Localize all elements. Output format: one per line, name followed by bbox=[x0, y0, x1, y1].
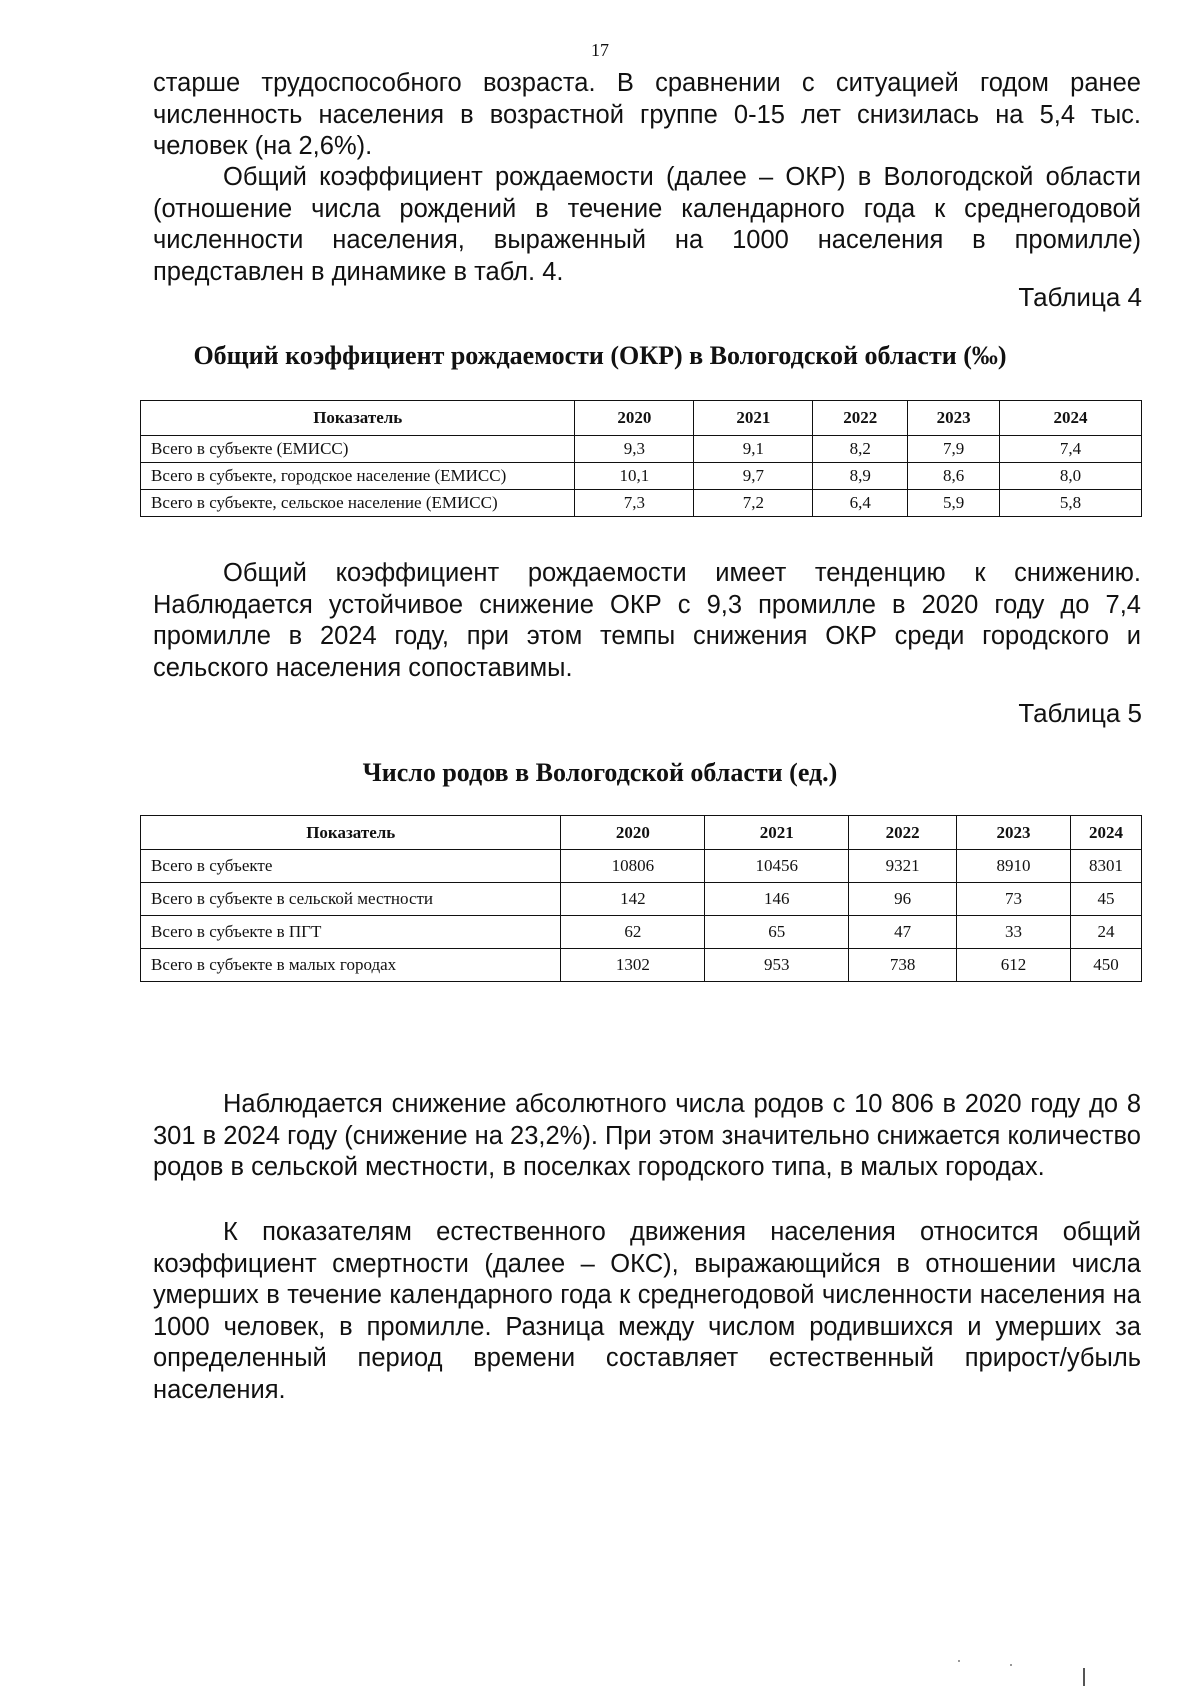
row-label: Всего в субъекте в малых городах bbox=[141, 949, 561, 982]
table-cell: 7,3 bbox=[575, 490, 694, 517]
table-header-row bbox=[141, 401, 1142, 436]
header-cell: 2022 bbox=[813, 401, 908, 436]
table-cell: 62 bbox=[561, 916, 705, 949]
table-cell: 47 bbox=[849, 916, 957, 949]
table-row bbox=[141, 850, 1142, 883]
table-cell: 10,1 bbox=[575, 463, 694, 490]
header-cell: 2020 bbox=[575, 401, 694, 436]
table-cell: 73 bbox=[957, 883, 1071, 916]
table-cell: 738 bbox=[849, 949, 957, 982]
table-cell: 8910 bbox=[957, 850, 1071, 883]
table-cell: 450 bbox=[1071, 949, 1142, 982]
row-label: Всего в субъекте bbox=[141, 850, 561, 883]
table-row bbox=[141, 883, 1142, 916]
header-cell: 2021 bbox=[705, 816, 849, 850]
table-row bbox=[141, 436, 1142, 463]
table-cell: 65 bbox=[705, 916, 849, 949]
table-row bbox=[141, 949, 1142, 982]
table5-caption: Таблица 5 bbox=[1018, 698, 1142, 728]
table-cell: 612 bbox=[957, 949, 1071, 982]
table-cell: 45 bbox=[1071, 883, 1142, 916]
row-label: Всего в субъекте, сельское население (ЕМИСС) bbox=[141, 490, 575, 517]
row-label: Всего в субъекте (ЕМИСС) bbox=[141, 436, 575, 463]
header-cell: 2021 bbox=[694, 401, 813, 436]
table-cell: 9,3 bbox=[575, 436, 694, 463]
table-cell: 9,7 bbox=[694, 463, 813, 490]
scan-mark bbox=[1083, 1668, 1085, 1686]
table-cell: 6,4 bbox=[813, 490, 908, 517]
table-cell: 8,0 bbox=[1000, 463, 1142, 490]
row-label: Всего в субъекте в ПГТ bbox=[141, 916, 561, 949]
header-cell: Показатель bbox=[141, 401, 575, 436]
header-cell: 2023 bbox=[908, 401, 1000, 436]
table4-caption: Таблица 4 bbox=[1018, 282, 1142, 312]
table-cell: 24 bbox=[1071, 916, 1142, 949]
table-cell: 146 bbox=[705, 883, 849, 916]
row-label: Всего в субъекте в сельской местности bbox=[141, 883, 561, 916]
table-cell: 9,1 bbox=[694, 436, 813, 463]
table-cell: 96 bbox=[849, 883, 957, 916]
header-cell: 2024 bbox=[1071, 816, 1142, 850]
table-cell: 10456 bbox=[705, 850, 849, 883]
table-cell: 5,8 bbox=[1000, 490, 1142, 517]
table-row bbox=[141, 916, 1142, 949]
table-cell: 10806 bbox=[561, 850, 705, 883]
row-label: Всего в субъекте, городское население (ЕМИСС) bbox=[141, 463, 575, 490]
scan-speck bbox=[1010, 1664, 1012, 1666]
table-cell: 142 bbox=[561, 883, 705, 916]
page-number: 17 bbox=[591, 40, 609, 60]
table-cell: 8301 bbox=[1071, 850, 1142, 883]
table-cell: 7,2 bbox=[694, 490, 813, 517]
table4-title: Общий коэффициент рождаемости (ОКР) в Вологодской области (‰) bbox=[193, 341, 1007, 370]
paragraph-continuation: старше трудоспособного возраста. В сравнении с ситуацией годом ранее численность населения в возрастной группе 0-15 лет снизилась на 5,4 тыс. человек (на 2,6%). bbox=[153, 69, 1141, 160]
table-cell: 1302 bbox=[561, 949, 705, 982]
births-count-table bbox=[140, 815, 1142, 982]
header-cell: 2020 bbox=[561, 816, 705, 850]
table-row bbox=[141, 463, 1142, 490]
table-cell: 8,6 bbox=[908, 463, 1000, 490]
header-cell: Показатель bbox=[141, 816, 561, 850]
table-cell: 7,4 bbox=[1000, 436, 1142, 463]
table-cell: 953 bbox=[705, 949, 849, 982]
table-cell: 7,9 bbox=[908, 436, 1000, 463]
table-cell: 33 bbox=[957, 916, 1071, 949]
paragraph-births-decline: Наблюдается снижение абсолютного числа родов с 10 806 в 2020 году до 8 301 в 2024 году (снижение на 23,2%). При этом значительно снижается количество родов в сельской местности, в поселках городского типа, в малых городах. bbox=[153, 1090, 1141, 1181]
paragraph-okr-intro: Общий коэффициент рождаемости (далее – ОКР) в Вологодской области (отношение числа рождений в течение календарного года к среднегодовой численности населения, выраженный на 1000 населения в промилле) представлен в динамике в табл. 4. bbox=[153, 163, 1141, 286]
table-cell: 9321 bbox=[849, 850, 957, 883]
table-cell: 5,9 bbox=[908, 490, 1000, 517]
paragraph-mortality: К показателям естественного движения населения относится общий коэффициент смертности (далее – ОКС), выражающийся в отношении числа умерших в течение календарного года к среднегодовой численности населения на 1000 человек, в промилле. Разница между числом родившихся и умерших за определенный период времени составляет естественный прирост/убыль населения. bbox=[153, 1218, 1141, 1404]
scan-speck bbox=[958, 1660, 960, 1662]
table-cell: 8,2 bbox=[813, 436, 908, 463]
table-row bbox=[141, 490, 1142, 517]
table-header-row bbox=[141, 816, 1142, 850]
header-cell: 2023 bbox=[957, 816, 1071, 850]
table5-title: Число родов в Вологодской области (ед.) bbox=[362, 758, 838, 787]
paragraph-okr-trend: Общий коэффициент рождаемости имеет тенденцию к снижению. Наблюдается устойчивое снижение ОКР с 9,3 промилле в 2020 году до 7,4 промилле в 2024 году, при этом темпы снижения ОКР среди городского и сельского населения сопоставимы. bbox=[153, 559, 1141, 682]
table-cell: 8,9 bbox=[813, 463, 908, 490]
header-cell: 2022 bbox=[849, 816, 957, 850]
birth-rate-table bbox=[140, 400, 1142, 517]
header-cell: 2024 bbox=[1000, 401, 1142, 436]
